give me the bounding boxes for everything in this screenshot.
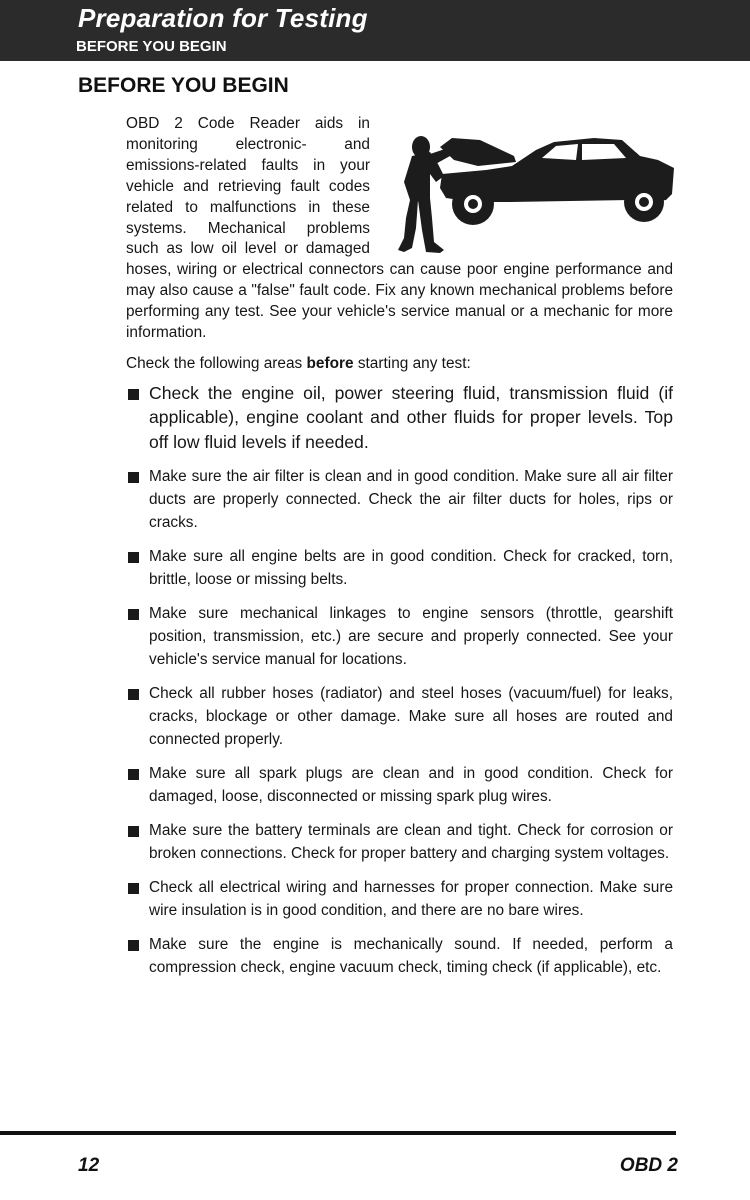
square-bullet-icon: [128, 609, 139, 620]
page-number: 12: [78, 1155, 100, 1176]
checklist-item-text: Make sure the air filter is clean and in good condition. Make sure all air filter ducts are properly connected. Check the air filter ducts for holes, rips or cracks.: [149, 468, 673, 532]
mechanic-car-illustration: [382, 118, 677, 254]
chapter-title: Preparation for Testing: [78, 3, 368, 33]
square-bullet-icon: [128, 389, 139, 400]
checklist-item-wiring: [126, 876, 673, 922]
checklist-item-text: Make sure the engine is mechanically sound. If needed, perform a compression check, engine vacuum check, timing check (if applicable), etc.: [149, 936, 673, 977]
checklist-item-text: Check all electrical wiring and harnesses for proper connection. Make sure wire insulation is in good condition, and there are no bare wires.: [149, 879, 673, 920]
checklist-item-air-filter: [126, 465, 673, 534]
footer-product-name: OBD 2: [619, 1155, 678, 1176]
checklist-item-text: Make sure the battery terminals are clean and tight. Check for corrosion or broken connections. Check for proper battery and charging system voltages.: [149, 822, 673, 863]
page-content: [126, 114, 673, 979]
intro-text: OBD 2 Code Reader aids in monitoring electronic- and emissions-related faults in your vehicle and retrieving fault codes related to malfunctions in these systems. Mechanical problems such as low oil level or damaged hoses, wiring or electrical connectors can cause poor engine performance and may also cause a "false" fault code. Fix any known mechanical problems before performing any test. See your vehicle's service manual or a mechanic for more information.: [126, 115, 673, 342]
checklist-item-fluids: [126, 381, 673, 455]
intro-paragraph: [126, 114, 673, 344]
section-heading: BEFORE YOU BEGIN: [78, 74, 289, 97]
square-bullet-icon: [128, 769, 139, 780]
checklist-lead: [126, 353, 673, 374]
checklist-item-battery: [126, 819, 673, 865]
lead-text-after: starting any test:: [353, 354, 471, 372]
square-bullet-icon: [128, 472, 139, 483]
checklist-item-text: Make sure mechanical linkages to engine sensors (throttle, gearshift position, transmission, etc.) are secure and properly connected. See your vehicle's service manual for locations.: [149, 605, 673, 669]
checklist-item-engine: [126, 933, 673, 979]
checklist-item-text: Check all rubber hoses (radiator) and steel hoses (vacuum/fuel) for leaks, cracks, blockage or other damage. Make sure all hoses are routed and connected properly.: [149, 685, 673, 749]
mechanic-car-icon: [382, 118, 677, 254]
checklist-item-text: Make sure all spark plugs are clean and in good condition. Check for damaged, loose, disconnected or missing spark plug wires.: [149, 765, 673, 806]
pre-test-checklist: [126, 381, 673, 980]
checklist-item-text: Make sure all engine belts are in good condition. Check for cracked, torn, brittle, loose or missing belts.: [149, 548, 673, 589]
header-bar: [0, 0, 750, 61]
lead-emphasis: before: [306, 354, 354, 372]
square-bullet-icon: [128, 552, 139, 563]
square-bullet-icon: [128, 826, 139, 837]
square-bullet-icon: [128, 689, 139, 700]
checklist-item-linkages: [126, 602, 673, 671]
checklist-item-hoses: [126, 682, 673, 751]
checklist-item-belts: [126, 545, 673, 591]
checklist-item-text: Check the engine oil, power steering fluid, transmission fluid (if applicable), engine coolant and other fluids for proper levels. Top off low fluid levels if needed.: [149, 382, 673, 452]
chapter-subtitle: BEFORE YOU BEGIN: [76, 38, 227, 55]
footer-divider: [0, 1131, 676, 1135]
checklist-item-spark-plugs: [126, 762, 673, 808]
square-bullet-icon: [128, 940, 139, 951]
lead-text-before: Check the following areas: [126, 354, 307, 372]
square-bullet-icon: [128, 883, 139, 894]
